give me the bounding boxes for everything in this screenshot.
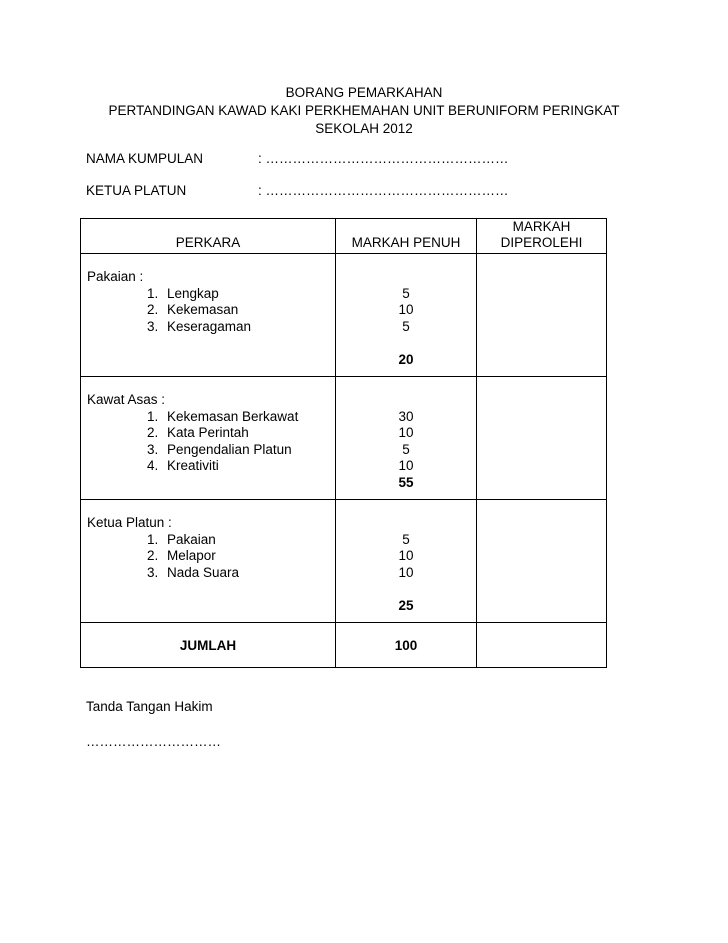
form-title: BORANG PEMARKAHAN — [285, 85, 443, 100]
section-title: Pakaian : — [87, 269, 144, 284]
obtained-cell — [477, 254, 607, 377]
list-item: 2. Melapor — [147, 548, 216, 563]
field-blank: : ……………………………………………… — [258, 151, 509, 166]
score-value: 10 — [398, 548, 414, 563]
obtained-cell — [477, 623, 607, 668]
obtained-cell — [477, 500, 607, 623]
field-label: NAMA KUMPULAN — [86, 151, 204, 166]
score-value: 5 — [402, 318, 410, 334]
header-line: MARKAH — [512, 219, 571, 234]
score-table — [80, 218, 607, 668]
score-value: 10 — [398, 302, 414, 317]
list-item: 3. Pengendalian Platun — [147, 441, 292, 457]
section-cell — [81, 254, 336, 377]
list-item: 1. Kekemasan Berkawat — [147, 408, 299, 424]
list-item: 2. Kekemasan — [147, 302, 239, 317]
form-subtitle: PERTANDINGAN KAWAD KAKI PERKHEMAHAN UNIT BERUNIFORM PERINGKAT — [108, 103, 620, 118]
score-value: 5 — [402, 531, 410, 547]
table-row — [81, 377, 607, 500]
form-subtitle-year: SEKOLAH 2012 — [315, 121, 413, 136]
subtotal-value: 25 — [398, 597, 414, 613]
score-value: 10 — [398, 564, 414, 580]
header-perkara: PERKARA — [81, 219, 336, 254]
header-line: DIPEROLEHI — [500, 235, 583, 250]
subtotal-value: 20 — [398, 351, 414, 367]
table-row — [81, 254, 607, 377]
table-header-row — [81, 219, 607, 254]
section-title: Ketua Platun : — [87, 515, 172, 530]
total-row — [81, 623, 607, 668]
list-item: 1. Lengkap — [147, 285, 219, 301]
list-item: 4. Kreativiti — [147, 458, 219, 473]
header-markah-penuh: MARKAH PENUH — [336, 219, 477, 254]
section-cell — [81, 500, 336, 623]
score-value: 5 — [402, 441, 410, 457]
score-cell — [336, 377, 477, 500]
field-nama-kumpulan — [86, 150, 509, 168]
total-value: 100 — [336, 623, 477, 668]
list-item: 2. Kata Perintah — [147, 425, 249, 440]
score-cell — [336, 500, 477, 623]
score-value: 10 — [398, 458, 414, 473]
section-title: Kawat Asas : — [87, 392, 166, 407]
score-cell — [336, 254, 477, 377]
signature-label: Tanda Tangan Hakim — [86, 699, 213, 714]
header-markah-diperolehi — [477, 219, 607, 254]
list-item: 3. Nada Suara — [147, 564, 240, 580]
obtained-cell — [477, 377, 607, 500]
subtotal-value: 55 — [398, 474, 414, 490]
score-value: 5 — [402, 285, 410, 301]
list-item: 3. Keseragaman — [147, 318, 252, 334]
signature-line: ………………………… — [86, 734, 221, 749]
total-label: JUMLAH — [81, 623, 336, 668]
table-row — [81, 500, 607, 623]
score-value: 30 — [398, 408, 414, 424]
list-item: 1. Pakaian — [147, 531, 216, 547]
score-value: 10 — [398, 425, 414, 440]
section-cell — [81, 377, 336, 500]
field-label: KETUA PLATUN — [86, 183, 187, 198]
field-blank: : ……………………………………………… — [258, 183, 509, 198]
field-ketua-platun — [86, 182, 509, 200]
